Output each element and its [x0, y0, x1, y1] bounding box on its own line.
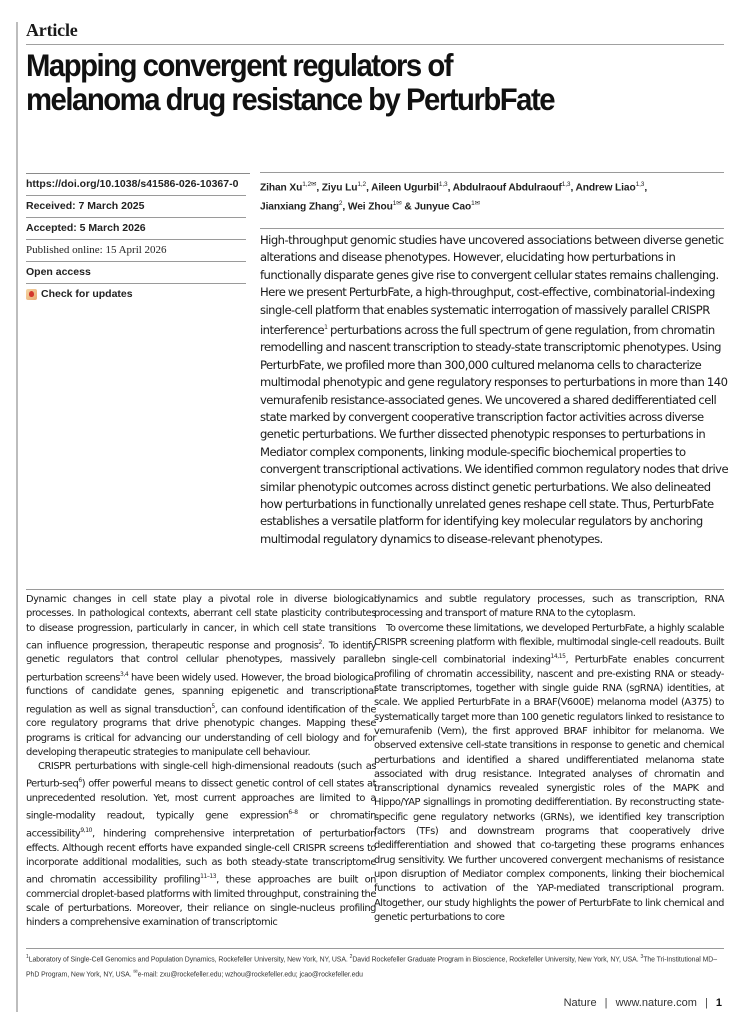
left-margin-rule — [16, 22, 18, 1012]
footer-separator: | — [604, 997, 608, 1009]
author-affiliation: 1,3 — [561, 181, 571, 188]
author-separator: , — [342, 201, 348, 213]
title-line-1: Mapping convergent regulators of — [26, 47, 453, 83]
text-run: , can confound identification of the core regulatory programs that drive phenotypic changes. Mapping these programs is critical for advancing our understanding of cell biology and for developing therapeutic strategies to manipulate cell behaviour. — [26, 703, 376, 758]
paragraph — [374, 593, 724, 622]
text-run: ) offer powerful means to dissect genetic control of cell states at unprecedented resolution. Yet, most current approaches are limited to a single-modality readout, typically gene expression — [26, 778, 376, 822]
paragraph — [374, 622, 724, 926]
citation-superscript[interactable]: ✉ — [133, 969, 138, 976]
citation-superscript[interactable]: 2 — [318, 638, 322, 646]
body-divider — [26, 589, 724, 590]
citation-superscript[interactable]: 3,4 — [120, 670, 129, 678]
footer-separator: | — [704, 997, 708, 1009]
text-run: CRISPR perturbations with single-cell high-dimensional readouts (such as Perturb-seq — [26, 761, 376, 790]
author-name[interactable]: Wei Zhou — [347, 201, 393, 213]
author-separator: , — [447, 182, 453, 194]
text-run: , these approaches are built on commercial droplet-based platforms with limited throughput, constraining the scale of perturbations. Moreover, their reliance on single-nucleus profiling hinders a comprehensive examination of transcriptomic — [26, 874, 376, 929]
page-footer — [564, 997, 722, 1009]
text-run: e-mail: zxu@rockefeller.edu; wzhou@rockefeller.edu; jcao@rockefeller.edu — [137, 971, 363, 979]
author-affiliation: 1,3 — [635, 181, 645, 188]
text-run: To overcome these limitations, we developed PerturbFate, a highly scalable CRISPR screening platform with flexible, multimodal single-cell readouts. Built on single-cell combinatorial indexing — [374, 622, 724, 666]
author-affiliation: 2 — [338, 199, 343, 207]
check-for-updates-label: Check for updates — [41, 288, 133, 300]
abstract-text-part-1: High-throughput genomic studies have uncovered associations between diverse genetic alterations and disease phenotypes. However, elucidating how perturbations in functionally disparate genes give rise to convergent cellular states remains challenging. Here we present PerturbFate, a high-throughput, cost-effective, combinatorial-indexing single-cell platform that enables systematic interrogation of massively parallel CRISPR interference — [260, 233, 724, 337]
journal-website-link[interactable]: www.nature.com — [615, 997, 697, 1009]
body-column-right — [374, 593, 724, 925]
author-affiliation: 1,2 — [357, 181, 367, 188]
author-separator: & — [401, 201, 415, 213]
article-metadata — [26, 174, 246, 305]
author-name[interactable]: Abdulraouf Abdulraouf — [452, 182, 562, 194]
author-affiliation: 1,3 — [438, 181, 448, 188]
citation-superscript[interactable]: 9,10 — [80, 826, 92, 834]
citation-superscript[interactable]: 14,15 — [550, 653, 566, 661]
author-affiliation: 1,2 — [302, 181, 311, 188]
author-name[interactable]: Junyue Cao — [414, 201, 472, 213]
article-title — [26, 48, 677, 116]
header-divider — [26, 44, 724, 45]
paragraph — [26, 593, 376, 760]
accepted-date: Accepted: 5 March 2026 — [26, 218, 246, 240]
citation-superscript[interactable]: 6–8 — [288, 809, 298, 817]
author-list — [260, 177, 730, 215]
abstract — [260, 232, 730, 548]
text-run: dynamics and subtle regulatory processes, such as transcription, RNA processing and transport of mature RNA to the cytoplasm. — [374, 594, 724, 620]
author-name[interactable]: Ziyu Lu — [321, 182, 358, 194]
text-run: , hindering comprehensive interpretation of perturbation effects. Although recent efforts have expanded single-cell CRISPR screens to incorporate additional modalities, such as both steady-state transcriptome and chromatin accessibility profiling — [26, 828, 376, 886]
author-affiliation: 1 — [471, 199, 475, 207]
text-run: David Rockefeller Graduate Program in Bioscience, Rockefeller University, New York, NY, USA. — [352, 956, 641, 964]
mail-icon[interactable]: ✉ — [310, 181, 317, 188]
text-run: Dynamic changes in cell state play a pivotal role in diverse biological processes. In pathological contexts, aberrant cell state plasticity contributes to disease progression, particularly in cancer, in which cell state transitions can influence progression, therapeutic response and prognosis — [26, 594, 376, 652]
abstract-text-part-2: perturbations across the full spectrum of gene regulation, from chromatin remodelling and nascent transcription to steady-state transcriptomic phenotypes. Using PerturbFate, we profiled more than 300,000 cultured melanoma cells to characterize multimodal phenotypic and gene regulatory responses to perturbations in more than 140 vemurafenib resistance-associated genes. We uncovered a shared dedifferentiated cell state marked by convergent cooperative transcription factor activities across diverse genetic perturbations. We further dissected phenotypic responses to perturbations in Mediator complex components, linking module-specific biochemical properties to convergent transcriptional activations. We identified common regulatory nodes that drive similar phenotypic outcomes across distinct genetic perturbations. We also delineated how perturbations in functionally unrelated genes reshape cell state. Thus, PerturbFate establishes a versatile platform for identifying key molecular regulators by anchoring multimodal regulatory dynamics to disease-relevant phenotypes. — [260, 322, 729, 546]
author-name[interactable]: Aileen Ugurbil — [371, 182, 439, 194]
reference-citation[interactable]: 1 — [324, 324, 328, 332]
citation-superscript[interactable]: 6 — [78, 777, 82, 785]
published-date: Published online: 15 April 2026 — [26, 240, 246, 262]
paragraph — [26, 760, 376, 930]
author-separator: , — [366, 182, 372, 194]
open-access-label: Open access — [26, 262, 246, 284]
text-run: The Tri-Institutional MD–PhD Program, New York, NY, USA. — [26, 956, 717, 979]
author-separator: , — [316, 182, 322, 194]
abstract-divider — [260, 228, 724, 229]
author-name[interactable]: Andrew Liao — [575, 182, 636, 194]
article-type-label: Article — [26, 20, 78, 40]
text-run: have been widely used. However, the broad biological functions of candidate genes, spanning epigenetic and transcriptional regulation as well as signal transduction — [26, 672, 377, 715]
author-separator: , — [570, 182, 576, 194]
journal-name: Nature — [563, 997, 597, 1009]
title-line-2: melanoma drug resistance by PerturbFate — [26, 81, 555, 117]
author-separator: , — [644, 182, 648, 194]
citation-superscript[interactable]: 3 — [640, 954, 644, 960]
page-number: 1 — [715, 997, 722, 1009]
author-name[interactable]: Zihan Xu — [260, 182, 303, 194]
doi-link[interactable]: https://doi.org/10.1038/s41586-026-10367-0 — [26, 174, 246, 196]
footnote-divider — [26, 948, 724, 949]
mail-icon[interactable]: ✉ — [474, 199, 480, 207]
citation-superscript[interactable]: 11–13 — [200, 873, 217, 881]
citation-superscript[interactable]: 1 — [26, 954, 29, 960]
citation-superscript[interactable]: 2 — [349, 954, 353, 960]
author-name[interactable]: Jianxiang Zhang — [260, 201, 339, 213]
text-run: , PerturbFate enables concurrent profiling of chromatin accessibility, nascent and pre-existing RNA or steady-state transcriptomes, together with single guide RNA (sgRNA) identities, at scale. We applied PerturbFate in a BRAF(V600E) melanoma model (A375) to systematically target more than 100 genetic regulators linked to resistance to vemurafenib (Vem), the first approved BRAF inhibitor for melanoma. We observed extensive cell-state transitions in response to genetic and chemical perturbations and identified a shared undifferentiated melanoma state associated with drug resistance. Integrated analyses of chromatin and transcriptional dynamics revealed synergistic roles of the MAPK and Hippo/YAP signallings in promoting dedifferentiation. By reconstructing state-specific gene regulatory networks (GRNs), we identified key transcription factors (TFs) and downstream programs that cooperatively drive dedifferentiation and showed that co-targeting these programs enhances drug sensitivity. We further uncovered convergent mechanisms of resistance upon disruption of Mediator complex components, linking their biochemical functions to activation of the YAP-mediated transcriptional program. Altogether, our study highlights the power of PerturbFate to link chemical and genetic perturbations to core — [374, 654, 724, 923]
text-run: . To identify genetic regulators that control cellular phenotypes, massively parallel perturbation screens — [26, 640, 376, 684]
text-run: or chromatin accessibility — [26, 810, 376, 840]
body-column-left — [26, 593, 376, 931]
check-for-updates-link[interactable] — [26, 284, 246, 305]
received-date: Received: 7 March 2025 — [26, 196, 246, 218]
crossmark-icon — [26, 289, 37, 300]
author-affiliation: 1 — [392, 199, 397, 207]
text-run: Laboratory of Single-Cell Genomics and Population Dynamics, Rockefeller University, New York, NY, USA. — [28, 956, 350, 964]
affiliations-footnote — [26, 951, 726, 982]
citation-superscript[interactable]: 5 — [211, 702, 215, 710]
mail-icon[interactable]: ✉ — [396, 199, 402, 207]
authors-divider — [260, 172, 724, 173]
